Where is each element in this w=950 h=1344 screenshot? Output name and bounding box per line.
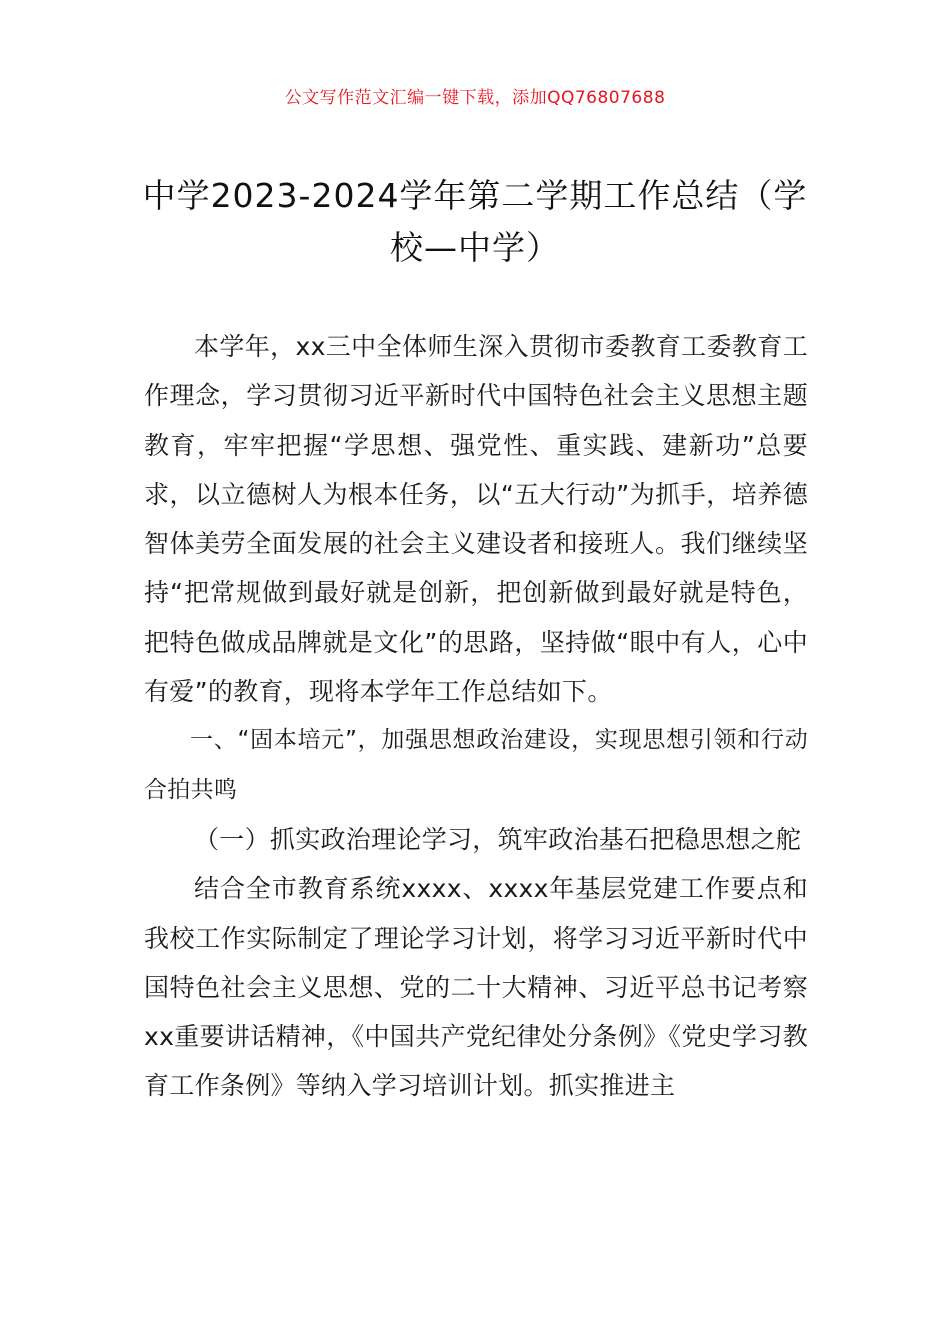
body-paragraph: 结合全市教育系统xxxx、xxxx年基层党建工作要点和我校工作实际制定了理论学习计划，将学习习近平新时代中国特色社会主义思想、党的二十大精神、习近平总书记考察xx重要讲话精神，《中国共产党纪律处分条例》《党史学习教育工作条例》等纳入学习培训计划。抓实推进主 [144,874,808,1101]
intro-paragraph: 本学年，xx三中全体师生深入贯彻市委教育工委教育工作理念，学习贯彻习近平新时代中国特色社会主义思想主题教育，牢牢把握“学思想、强党性、重实践、建新功”总要求，以立德树人为根本任务，以“五大行动”为抓手，培养德智体美劳全面发展的社会主义建设者和接班人。我们继续坚持“把常规做到最好就是创新，把创新做到最好就是特色，把特色做成品牌就是文化”的思路，坚持做“眼中有人，心中有爱”的教育，现将本学年工作总结如下。 [144,332,808,707]
document-title: 中学2023-2024学年第二学期工作总结（学校—中学） [142,176,808,267]
subsection-heading-1: （一）抓实政治理论学习，筑牢政治基石把稳思想之舵 [194,824,802,854]
document-body [144,322,808,1111]
section-heading-1: 一、“固本培元”，加强思想政治建设，实现思想引领和行动合拍共鸣 [144,727,808,803]
download-banner[interactable]: 公文写作范文汇编一键下载，添加QQ76807688 [284,88,666,108]
